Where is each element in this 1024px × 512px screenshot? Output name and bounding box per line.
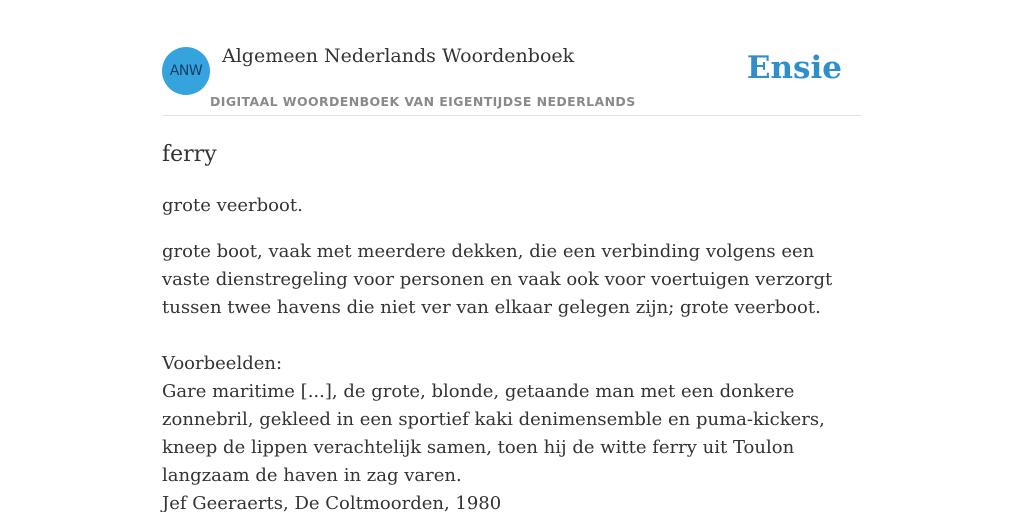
example-source: Jef Geeraerts, De Coltmoorden, 1980 xyxy=(162,493,502,512)
long-definition: grote boot, vaak met meerdere dekken, die een verbinding volgens een vaste dienstregeling voor personen en vaak ook voor voertuigen verzorgt tussen twee havens die niet ver van elkaar gelegen zijn; grote veerboot. xyxy=(162,241,833,318)
examples-label: Voorbeelden: xyxy=(162,353,283,374)
headword: ferry xyxy=(162,142,217,167)
anw-logo[interactable] xyxy=(162,47,210,95)
long-definition-block xyxy=(162,238,862,512)
example-text: Gare maritime [...], de grote, blonde, getaande man met een donkere zonnebril, gekleed in een sportief kaki denimensemble en puma-kickers, kneep de lippen verachtelijk samen, toen hij de witte ferry uit Toulon langzaam de haven in zag varen. xyxy=(162,381,825,486)
page xyxy=(162,0,862,512)
site-subtitle: DIGITAAL WOORDENBOEK VAN EIGENTIJDSE NEDERLANDS xyxy=(210,94,636,109)
ensie-brand-link[interactable]: Ensie xyxy=(746,50,842,86)
site-title[interactable]: Algemeen Nederlands Woordenboek xyxy=(222,45,575,67)
site-header xyxy=(162,0,862,116)
spacer xyxy=(162,322,862,350)
short-definition: grote veerboot. xyxy=(162,195,303,216)
logo-text: ANW xyxy=(169,63,203,79)
entry-content xyxy=(162,116,862,512)
